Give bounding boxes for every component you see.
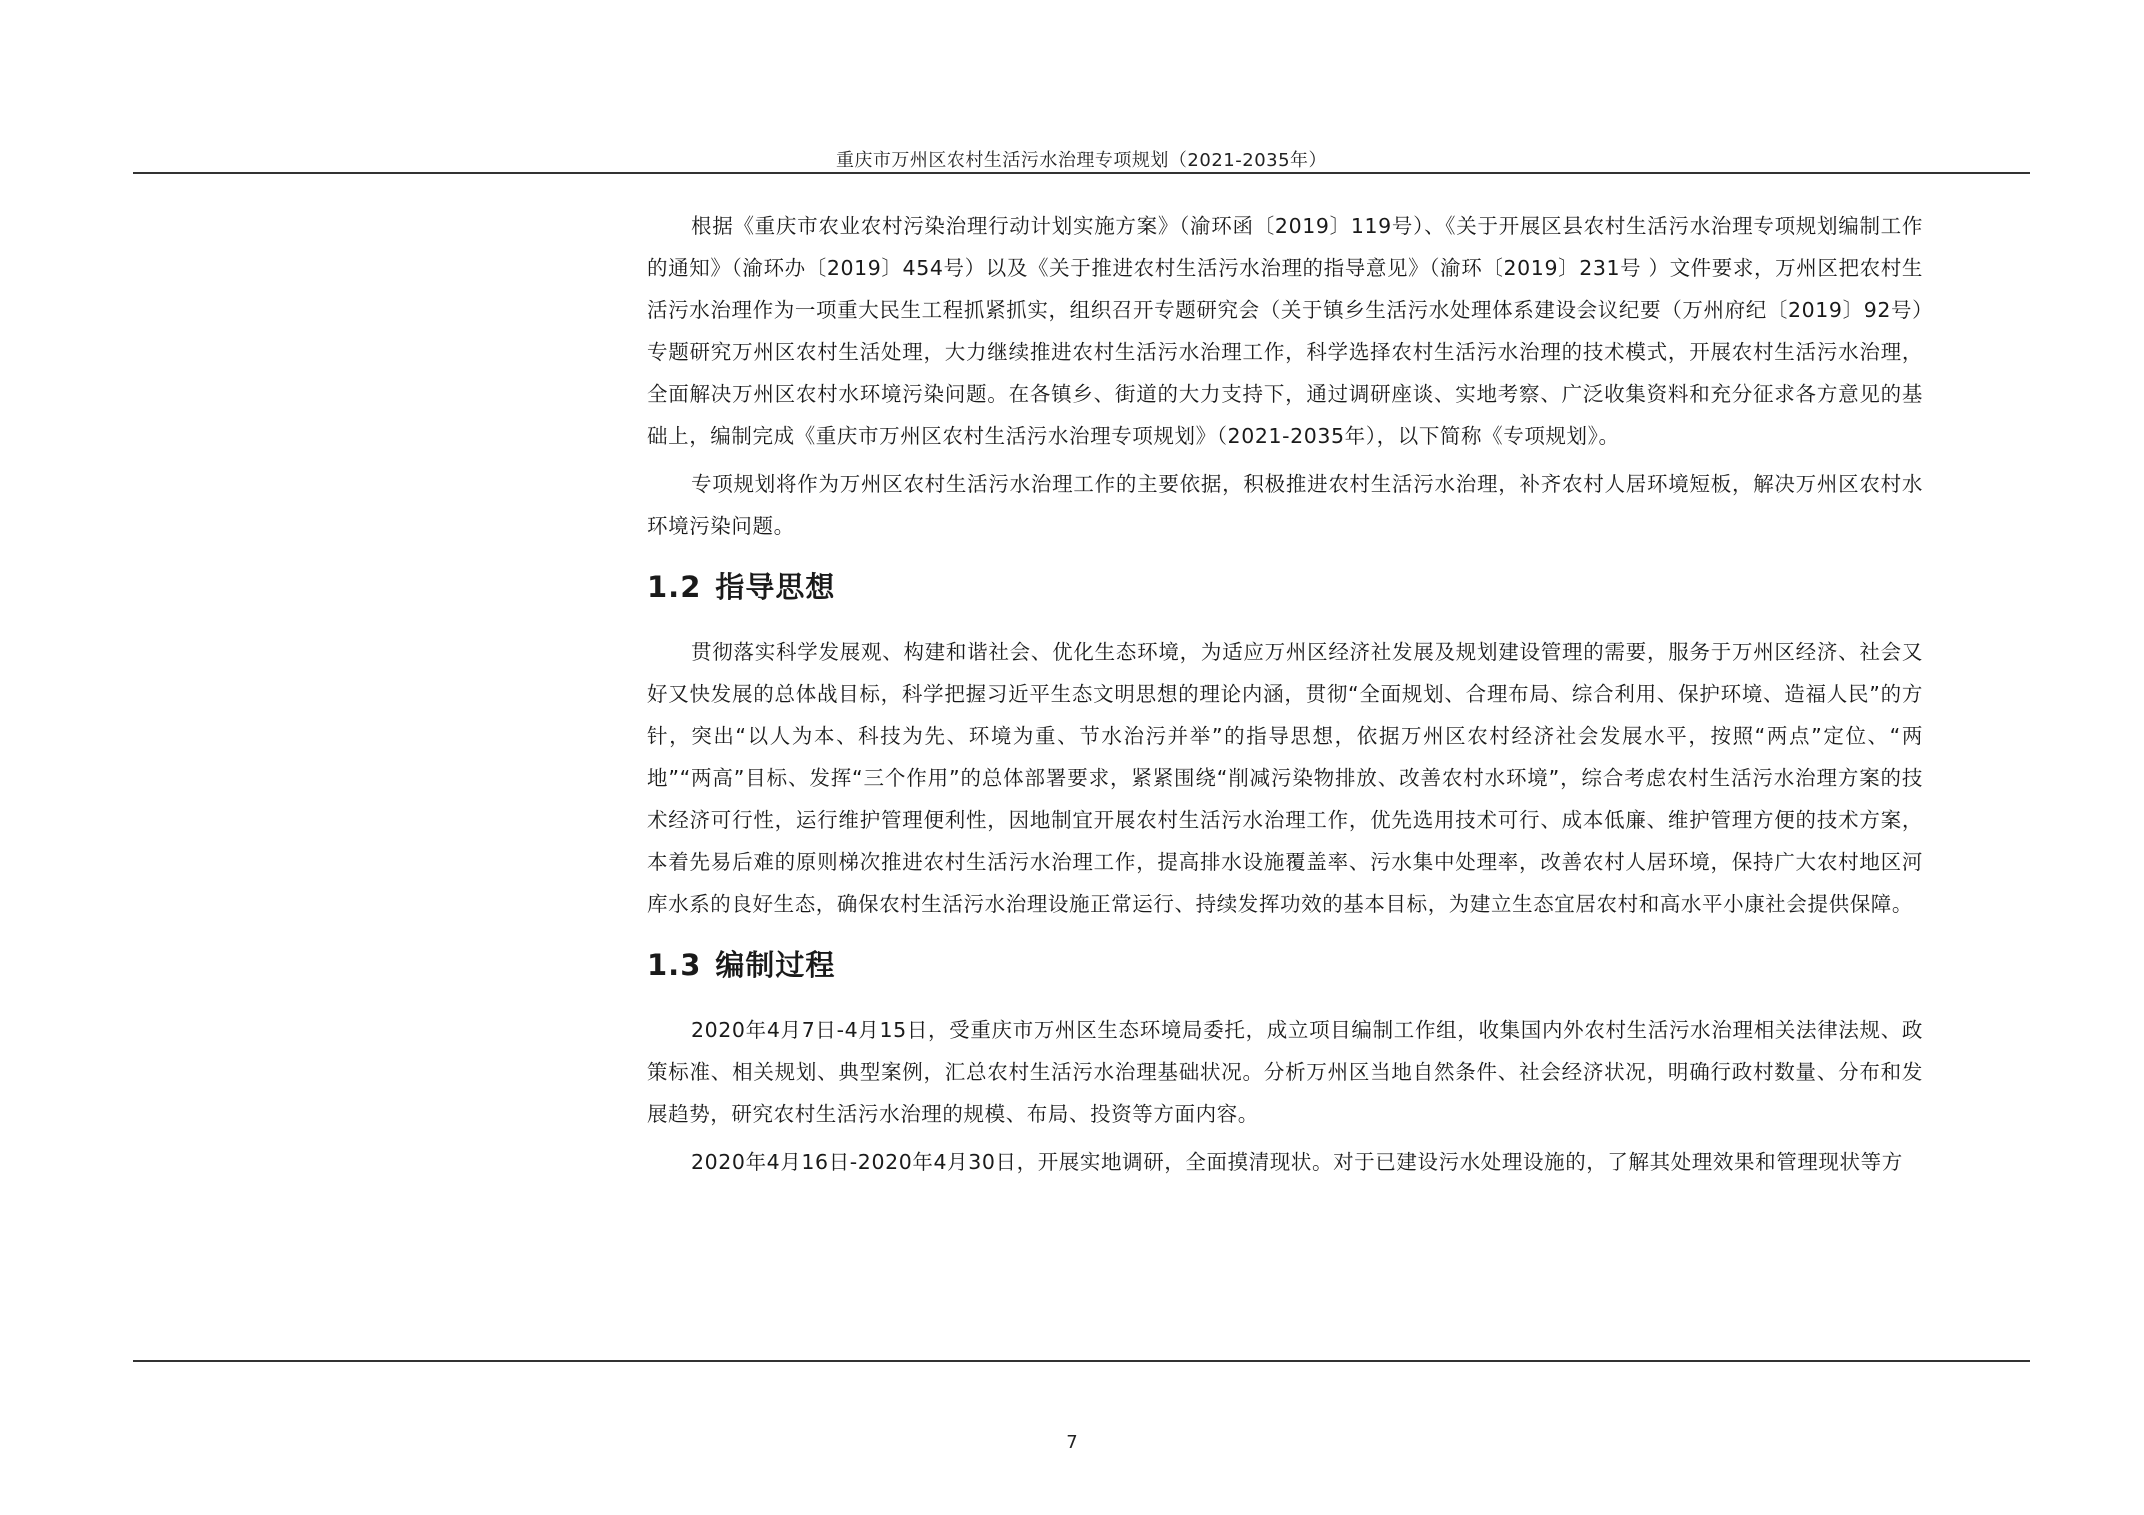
section-number: 1.3: [647, 948, 702, 982]
section-heading-compilation-process: [647, 943, 1923, 987]
header-rule: [133, 172, 2030, 174]
paragraph-process-stage-2: 2020年4月16日-2020年4月30日，开展实地调研，全面摸清现状。对于已建设污水处理设施的，了解其处理效果和管理现状等方: [691, 1150, 1903, 1174]
document-body: [647, 205, 1923, 1189]
paragraph-purpose: 专项规划将作为万州区农村生活污水治理工作的主要依据，积极推进农村生活污水治理，补齐农村人居环境短板，解决万州区农村水环境污染问题。: [647, 472, 1923, 538]
paragraph-guiding-ideology: 贯彻落实科学发展观、构建和谐社会、优化生态环境，为适应万州区经济社发展及规划建设管理的需要，服务于万州区经济、社会又好又快发展的总体战目标，科学把握习近平生态文明思想的理论内涵，贯彻“全面规划、合理布局、综合利用、保护环境、造福人民”的方针，突出“以人为本、科技为先、环境为重、节水治污并举”的指导思想，依据万州区农村经济社会发展水平，按照“两点”定位、“两地”“两高”目标、发挥“三个作用”的总体部署要求，紧紧围绕“削减污染物排放、改善农村水环境”，综合考虑农村生活污水治理方案的技术经济可行性，运行维护管理便利性，因地制宜开展农村生活污水治理工作，优先选用技术可行、成本低廉、维护管理方便的技术方案，本着先易后难的原则梯次推进农村生活污水治理工作，提高排水设施覆盖率、污水集中处理率，改善农村人居环境，保持广大农村地区河库水系的良好生态，确保农村生活污水治理设施正常运行、持续发挥功效的基本目标，为建立生态宜居农村和高水平小康社会提供保障。: [647, 640, 1923, 916]
section-number: 1.2: [647, 570, 702, 604]
footer-rule: [133, 1360, 2030, 1362]
section-title: 编制过程: [715, 948, 836, 982]
section-title: 指导思想: [715, 570, 836, 604]
page-number: 7: [1066, 1432, 1078, 1453]
section-heading-guiding-ideology: [647, 565, 1923, 609]
paragraph-basis: 根据《重庆市农业农村污染治理行动计划实施方案》（渝环函〔2019〕119号）、《关于开展区县农村生活污水治理专项规划编制工作的通知》（渝环办〔2019〕454号）以及《关于推进农村生活污水治理的指导意见》（渝环〔2019〕231号 ）文件要求，万州区把农村生活污水治理作为一项重大民生工程抓紧抓实，组织召开专题研究会（关于镇乡生活污水处理体系建设会议纪要（万州府纪〔2019〕92号）专题研究万州区农村生活处理，大力继续推进农村生活污水治理工作，科学选择农村生活污水治理的技术模式，开展农村生活污水治理，全面解决万州区农村水环境污染问题。在各镇乡、街道的大力支持下，通过调研座谈、实地考察、广泛收集资料和充分征求各方意见的基础上，编制完成《重庆市万州区农村生活污水治理专项规划》（2021-2035年），以下简称《专项规划》。: [647, 214, 1923, 448]
paragraph-process-stage-1: 2020年4月7日-4月15日，受重庆市万州区生态环境局委托，成立项目编制工作组，收集国内外农村生活污水治理相关法律法规、政策标准、相关规划、典型案例，汇总农村生活污水治理基础状况。分析万州区当地自然条件、社会经济状况，明确行政村数量、分布和发展趋势，研究农村生活污水治理的规模、布局、投资等方面内容。: [647, 1018, 1923, 1126]
running-header: 重庆市万州区农村生活污水治理专项规划（2021-2035年）: [835, 150, 1328, 171]
